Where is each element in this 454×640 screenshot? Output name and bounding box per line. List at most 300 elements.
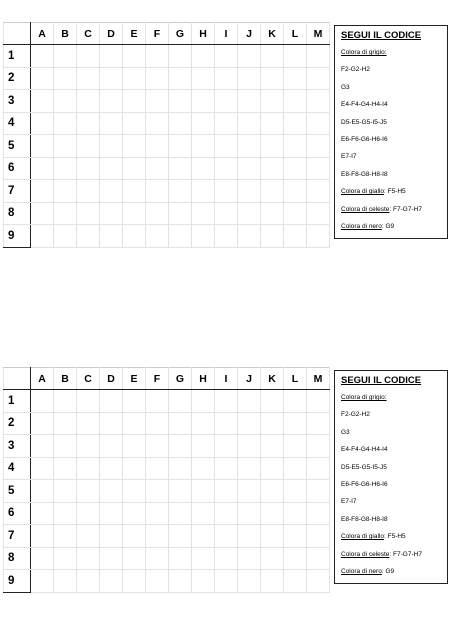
grid-cell[interactable] (307, 225, 330, 248)
grid-cell[interactable] (77, 157, 100, 180)
grid-cell[interactable] (192, 90, 215, 113)
code-value: E7-I7 (341, 498, 357, 506)
grid-cell[interactable] (215, 180, 238, 203)
grid-cell[interactable] (77, 502, 100, 525)
grid-corner (4, 23, 31, 45)
grid-cell[interactable] (123, 547, 146, 570)
column-header: E (123, 23, 146, 45)
column-header: G (169, 368, 192, 390)
grid-cell[interactable] (77, 90, 100, 113)
grid-cell[interactable] (146, 135, 169, 158)
grid-cell[interactable] (192, 502, 215, 525)
grid-cell[interactable] (123, 202, 146, 225)
grid-cell[interactable] (261, 435, 284, 458)
grid-cell[interactable] (307, 525, 330, 548)
grid-cell[interactable] (238, 90, 261, 113)
grid-cell[interactable] (192, 570, 215, 593)
grid-cell[interactable] (123, 502, 146, 525)
code-value: : G9 (381, 222, 395, 230)
grid-cell[interactable] (100, 480, 123, 503)
grid-cell[interactable] (307, 412, 330, 435)
grid-cell[interactable] (192, 45, 215, 68)
grid-cell[interactable] (238, 202, 261, 225)
grid-cell[interactable] (54, 67, 77, 90)
grid-cell[interactable] (238, 480, 261, 503)
grid-cell[interactable] (146, 547, 169, 570)
code-value: E6-F6-G6-H6-I6 (341, 480, 388, 488)
grid-cell[interactable] (192, 457, 215, 480)
grid-cell[interactable] (261, 135, 284, 158)
code-label: Colora di giallo (341, 188, 384, 196)
grid-cell[interactable] (192, 112, 215, 135)
grid-cell[interactable] (261, 45, 284, 68)
column-header: A (31, 23, 54, 45)
grid-cell[interactable] (146, 435, 169, 458)
code-label: Colora di grigio: (341, 394, 387, 401)
grid-cell[interactable] (146, 525, 169, 548)
grid-cell[interactable] (215, 202, 238, 225)
grid-cell[interactable] (54, 390, 77, 413)
grid-cell[interactable] (31, 502, 54, 525)
grid-cell[interactable] (31, 45, 54, 68)
grid-cell[interactable] (192, 67, 215, 90)
grid-cell[interactable] (77, 202, 100, 225)
grid-cell[interactable] (31, 112, 54, 135)
grid-cell[interactable] (215, 225, 238, 248)
grid-cell[interactable] (146, 412, 169, 435)
grid-cell[interactable] (284, 390, 307, 413)
code-line (341, 462, 447, 479)
grid-cell[interactable] (54, 157, 77, 180)
grid-cell[interactable] (54, 90, 77, 113)
grid-cell[interactable] (54, 225, 77, 248)
grid-cell[interactable] (123, 90, 146, 113)
grid-cell[interactable] (146, 225, 169, 248)
code-value: F2-G2-H2 (341, 411, 370, 419)
grid-cell[interactable] (31, 412, 54, 435)
grid-cell[interactable] (77, 112, 100, 135)
grid-cell[interactable] (100, 435, 123, 458)
code-label: Colora di celeste (341, 550, 390, 558)
grid-cell[interactable] (307, 435, 330, 458)
grid-cell[interactable] (192, 225, 215, 248)
grid-cell[interactable] (307, 457, 330, 480)
grid-cell[interactable] (100, 45, 123, 68)
grid-cell[interactable] (31, 480, 54, 503)
grid-cell[interactable] (238, 435, 261, 458)
grid-cell[interactable] (261, 180, 284, 203)
code-line (341, 117, 447, 134)
grid-cell[interactable] (215, 90, 238, 113)
code-line (341, 514, 447, 531)
grid-cell[interactable] (284, 135, 307, 158)
grid-cell[interactable] (284, 502, 307, 525)
column-header: M (307, 23, 330, 45)
grid-cell[interactable] (261, 412, 284, 435)
grid-cell[interactable] (307, 67, 330, 90)
grid-cell[interactable] (100, 390, 123, 413)
grid-cell[interactable] (146, 480, 169, 503)
grid-cell[interactable] (146, 180, 169, 203)
grid-cell[interactable] (169, 570, 192, 593)
code-line (341, 134, 447, 151)
row-header: 1 (4, 390, 31, 413)
grid-cell[interactable] (169, 45, 192, 68)
grid-cell[interactable] (284, 480, 307, 503)
grid-cell[interactable] (31, 180, 54, 203)
column-header: M (307, 368, 330, 390)
grid-cell[interactable] (238, 112, 261, 135)
code-value: E7-I7 (341, 153, 357, 161)
grid-cell[interactable] (261, 547, 284, 570)
code-value: : F7-G7-H7 (389, 205, 422, 213)
grid-cell[interactable] (238, 570, 261, 593)
code-value: E6-F6-G6-H6-I6 (341, 135, 388, 143)
grid-cell[interactable] (77, 225, 100, 248)
grid-cell[interactable] (77, 525, 100, 548)
grid-cell[interactable] (169, 225, 192, 248)
grid-cell[interactable] (146, 45, 169, 68)
grid-cell[interactable] (284, 412, 307, 435)
grid-cell[interactable] (169, 502, 192, 525)
grid-cell[interactable] (31, 225, 54, 248)
grid-cell[interactable] (215, 435, 238, 458)
grid-cell[interactable] (31, 547, 54, 570)
grid-cell[interactable] (261, 390, 284, 413)
code-line (341, 221, 447, 238)
grid-cell[interactable] (31, 90, 54, 113)
column-header: B (54, 368, 77, 390)
grid-cell[interactable] (192, 547, 215, 570)
grid-cell[interactable] (54, 112, 77, 135)
grid-cell[interactable] (146, 502, 169, 525)
grid-cell[interactable] (192, 435, 215, 458)
code-label: Colora di celeste (341, 205, 390, 213)
grid-cell[interactable] (215, 67, 238, 90)
grid-cell[interactable] (54, 480, 77, 503)
code-line (341, 549, 447, 566)
grid-cell[interactable] (77, 435, 100, 458)
grid-cell[interactable] (54, 547, 77, 570)
code-value: : F5-H5 (384, 188, 406, 196)
row-header: 6 (4, 157, 31, 180)
grid-cell[interactable] (307, 112, 330, 135)
grid-cell[interactable] (238, 390, 261, 413)
grid-cell[interactable] (100, 502, 123, 525)
grid-cell[interactable] (31, 135, 54, 158)
grid-cell[interactable] (31, 390, 54, 413)
grid-cell[interactable] (77, 480, 100, 503)
grid-cell[interactable] (54, 570, 77, 593)
grid-cell[interactable] (100, 570, 123, 593)
grid-cell[interactable] (284, 45, 307, 68)
grid-cell[interactable] (77, 180, 100, 203)
grid-cell[interactable] (307, 157, 330, 180)
grid-cell[interactable] (146, 202, 169, 225)
grid-cell[interactable] (192, 412, 215, 435)
grid-cell[interactable] (100, 525, 123, 548)
code-value: G3 (341, 428, 350, 436)
grid-cell[interactable] (238, 135, 261, 158)
grid-cell[interactable] (54, 412, 77, 435)
grid-cell[interactable] (284, 547, 307, 570)
grid-cell[interactable] (123, 157, 146, 180)
grid-cell[interactable] (123, 390, 146, 413)
row-header: 1 (4, 45, 31, 68)
grid-cell[interactable] (100, 180, 123, 203)
grid-cell[interactable] (307, 390, 330, 413)
grid-cell[interactable] (146, 112, 169, 135)
grid-cell[interactable] (284, 180, 307, 203)
grid-cell[interactable] (238, 412, 261, 435)
code-line (341, 151, 447, 168)
grid-cell[interactable] (284, 435, 307, 458)
grid-cell[interactable] (123, 225, 146, 248)
grid-cell[interactable] (123, 457, 146, 480)
grid-cell[interactable] (238, 457, 261, 480)
column-header: I (215, 368, 238, 390)
grid-cell[interactable] (238, 67, 261, 90)
grid-cell[interactable] (169, 390, 192, 413)
grid-cell[interactable] (54, 202, 77, 225)
column-header: E (123, 368, 146, 390)
grid-cell[interactable] (307, 547, 330, 570)
grid-cell[interactable] (307, 90, 330, 113)
grid-cell[interactable] (215, 570, 238, 593)
grid-cell[interactable] (284, 525, 307, 548)
grid-cell[interactable] (192, 180, 215, 203)
grid-cell[interactable] (123, 480, 146, 503)
grid-cell[interactable] (169, 435, 192, 458)
grid-cell[interactable] (284, 157, 307, 180)
code-value: E4-F4-G4-H4-I4 (341, 446, 388, 454)
grid-cell[interactable] (215, 547, 238, 570)
code-value: : G9 (381, 567, 395, 575)
worksheet-2 (3, 367, 451, 597)
grid-cell[interactable] (123, 135, 146, 158)
grid-cell[interactable] (192, 157, 215, 180)
grid-cell[interactable] (215, 45, 238, 68)
grid-cell[interactable] (215, 112, 238, 135)
grid-cell[interactable] (100, 412, 123, 435)
grid-cell[interactable] (77, 390, 100, 413)
row-header: 8 (4, 547, 31, 570)
grid-cell[interactable] (31, 570, 54, 593)
grid-cell[interactable] (169, 412, 192, 435)
grid-cell[interactable] (54, 525, 77, 548)
grid-cell[interactable] (307, 202, 330, 225)
grid-cell[interactable] (146, 67, 169, 90)
grid-cell[interactable] (169, 525, 192, 548)
grid-cell[interactable] (238, 525, 261, 548)
grid-cell[interactable] (169, 480, 192, 503)
grid-cell[interactable] (123, 412, 146, 435)
code-value: G3 (341, 83, 350, 91)
grid-cell[interactable] (238, 547, 261, 570)
code-lines (341, 392, 447, 583)
grid-cell[interactable] (284, 112, 307, 135)
grid-cell[interactable] (261, 525, 284, 548)
grid-cell[interactable] (238, 502, 261, 525)
code-title: SEGUI IL CODICE (341, 375, 422, 386)
code-line (341, 392, 447, 409)
grid-cell[interactable] (54, 502, 77, 525)
grid-cell[interactable] (215, 157, 238, 180)
grid-cell[interactable] (261, 157, 284, 180)
grid-cell[interactable] (284, 202, 307, 225)
grid-cell[interactable] (77, 547, 100, 570)
grid-cell[interactable] (192, 390, 215, 413)
grid-cell[interactable] (77, 67, 100, 90)
grid-cell[interactable] (146, 90, 169, 113)
grid-cell[interactable] (215, 135, 238, 158)
grid-cell[interactable] (123, 435, 146, 458)
grid-cell[interactable] (307, 180, 330, 203)
grid-cell[interactable] (146, 157, 169, 180)
row-header: 5 (4, 135, 31, 158)
code-value: : F5-H5 (384, 533, 406, 541)
code-line (341, 409, 447, 426)
grid-cell[interactable] (307, 480, 330, 503)
column-header: H (192, 368, 215, 390)
code-line (341, 204, 447, 221)
grid-cell[interactable] (192, 202, 215, 225)
grid-cell[interactable] (284, 90, 307, 113)
grid-cell[interactable] (261, 112, 284, 135)
grid-cell[interactable] (100, 225, 123, 248)
grid-cell[interactable] (238, 180, 261, 203)
grid-cell[interactable] (169, 202, 192, 225)
code-value: D5-E5-G5-I5-J5 (341, 118, 387, 126)
grid-cell[interactable] (215, 457, 238, 480)
code-line (341, 444, 447, 461)
row-header: 9 (4, 570, 31, 593)
grid-cell[interactable] (31, 157, 54, 180)
grid-cell[interactable] (169, 157, 192, 180)
grid-cell[interactable] (77, 45, 100, 68)
grid-cell[interactable] (54, 435, 77, 458)
grid-cell[interactable] (77, 135, 100, 158)
grid-cell[interactable] (54, 457, 77, 480)
grid-cell[interactable] (31, 67, 54, 90)
grid-cell[interactable] (54, 180, 77, 203)
grid-cell[interactable] (100, 202, 123, 225)
grid-cell[interactable] (192, 525, 215, 548)
row-header: 9 (4, 225, 31, 248)
code-label: Colora di grigio: (341, 49, 387, 56)
column-header: B (54, 23, 77, 45)
grid-cell[interactable] (54, 135, 77, 158)
grid-cell[interactable] (307, 570, 330, 593)
grid-cell[interactable] (307, 45, 330, 68)
grid-cell[interactable] (31, 525, 54, 548)
grid-cell[interactable] (169, 67, 192, 90)
grid-cell[interactable] (146, 457, 169, 480)
grid-cell[interactable] (261, 502, 284, 525)
grid-cell[interactable] (123, 525, 146, 548)
grid-cell[interactable] (261, 67, 284, 90)
grid-cell[interactable] (215, 502, 238, 525)
grid-cell[interactable] (284, 457, 307, 480)
column-header: K (261, 368, 284, 390)
column-header: C (77, 23, 100, 45)
grid-cell[interactable] (192, 135, 215, 158)
grid-cell[interactable] (307, 502, 330, 525)
code-instructions-box (334, 370, 448, 584)
grid-cell[interactable] (100, 157, 123, 180)
grid-cell[interactable] (261, 457, 284, 480)
grid-cell[interactable] (146, 570, 169, 593)
grid-cell[interactable] (100, 90, 123, 113)
grid-cell[interactable] (31, 457, 54, 480)
grid-cell[interactable] (284, 67, 307, 90)
code-value: E8-F8-G8-H8-I8 (341, 515, 388, 523)
grid-cell[interactable] (307, 135, 330, 158)
grid-cell[interactable] (31, 202, 54, 225)
grid-cell[interactable] (215, 525, 238, 548)
grid-cell[interactable] (284, 570, 307, 593)
grid-cell[interactable] (261, 480, 284, 503)
grid-cell[interactable] (169, 180, 192, 203)
grid-cell[interactable] (123, 112, 146, 135)
grid-cell[interactable] (261, 225, 284, 248)
grid-cell[interactable] (100, 67, 123, 90)
grid-cell[interactable] (215, 412, 238, 435)
grid-cell[interactable] (100, 112, 123, 135)
grid-cell[interactable] (54, 45, 77, 68)
row-header: 4 (4, 112, 31, 135)
row-header: 3 (4, 90, 31, 113)
grid-cell[interactable] (77, 570, 100, 593)
grid-cell[interactable] (261, 90, 284, 113)
grid-cell[interactable] (215, 480, 238, 503)
grid-cell[interactable] (238, 225, 261, 248)
grid-cell[interactable] (284, 225, 307, 248)
grid-cell[interactable] (261, 570, 284, 593)
grid-cell[interactable] (238, 45, 261, 68)
grid-cell[interactable] (169, 457, 192, 480)
grid-cell[interactable] (123, 45, 146, 68)
grid-cell[interactable] (100, 547, 123, 570)
grid-cell[interactable] (100, 135, 123, 158)
code-line (341, 82, 447, 99)
column-header: C (77, 368, 100, 390)
grid-cell[interactable] (31, 435, 54, 458)
grid-cell[interactable] (238, 157, 261, 180)
grid-cell[interactable] (261, 202, 284, 225)
grid-cell[interactable] (169, 90, 192, 113)
grid-cell[interactable] (123, 180, 146, 203)
column-header: G (169, 23, 192, 45)
grid-cell[interactable] (169, 547, 192, 570)
code-value: F2-G2-H2 (341, 66, 370, 74)
grid-cell[interactable] (77, 412, 100, 435)
grid-cell[interactable] (77, 457, 100, 480)
grid-cell[interactable] (123, 67, 146, 90)
column-header: I (215, 23, 238, 45)
column-header: F (146, 23, 169, 45)
code-label: Colora di nero (341, 222, 382, 230)
grid-cell[interactable] (169, 135, 192, 158)
grid-cell[interactable] (146, 390, 169, 413)
grid-cell[interactable] (215, 390, 238, 413)
grid-cell[interactable] (123, 570, 146, 593)
grid-cell[interactable] (169, 112, 192, 135)
grid-cell[interactable] (192, 480, 215, 503)
grid-cell[interactable] (100, 457, 123, 480)
pixel-grid (3, 367, 330, 593)
code-value: E4-F4-G4-H4-I4 (341, 101, 388, 109)
